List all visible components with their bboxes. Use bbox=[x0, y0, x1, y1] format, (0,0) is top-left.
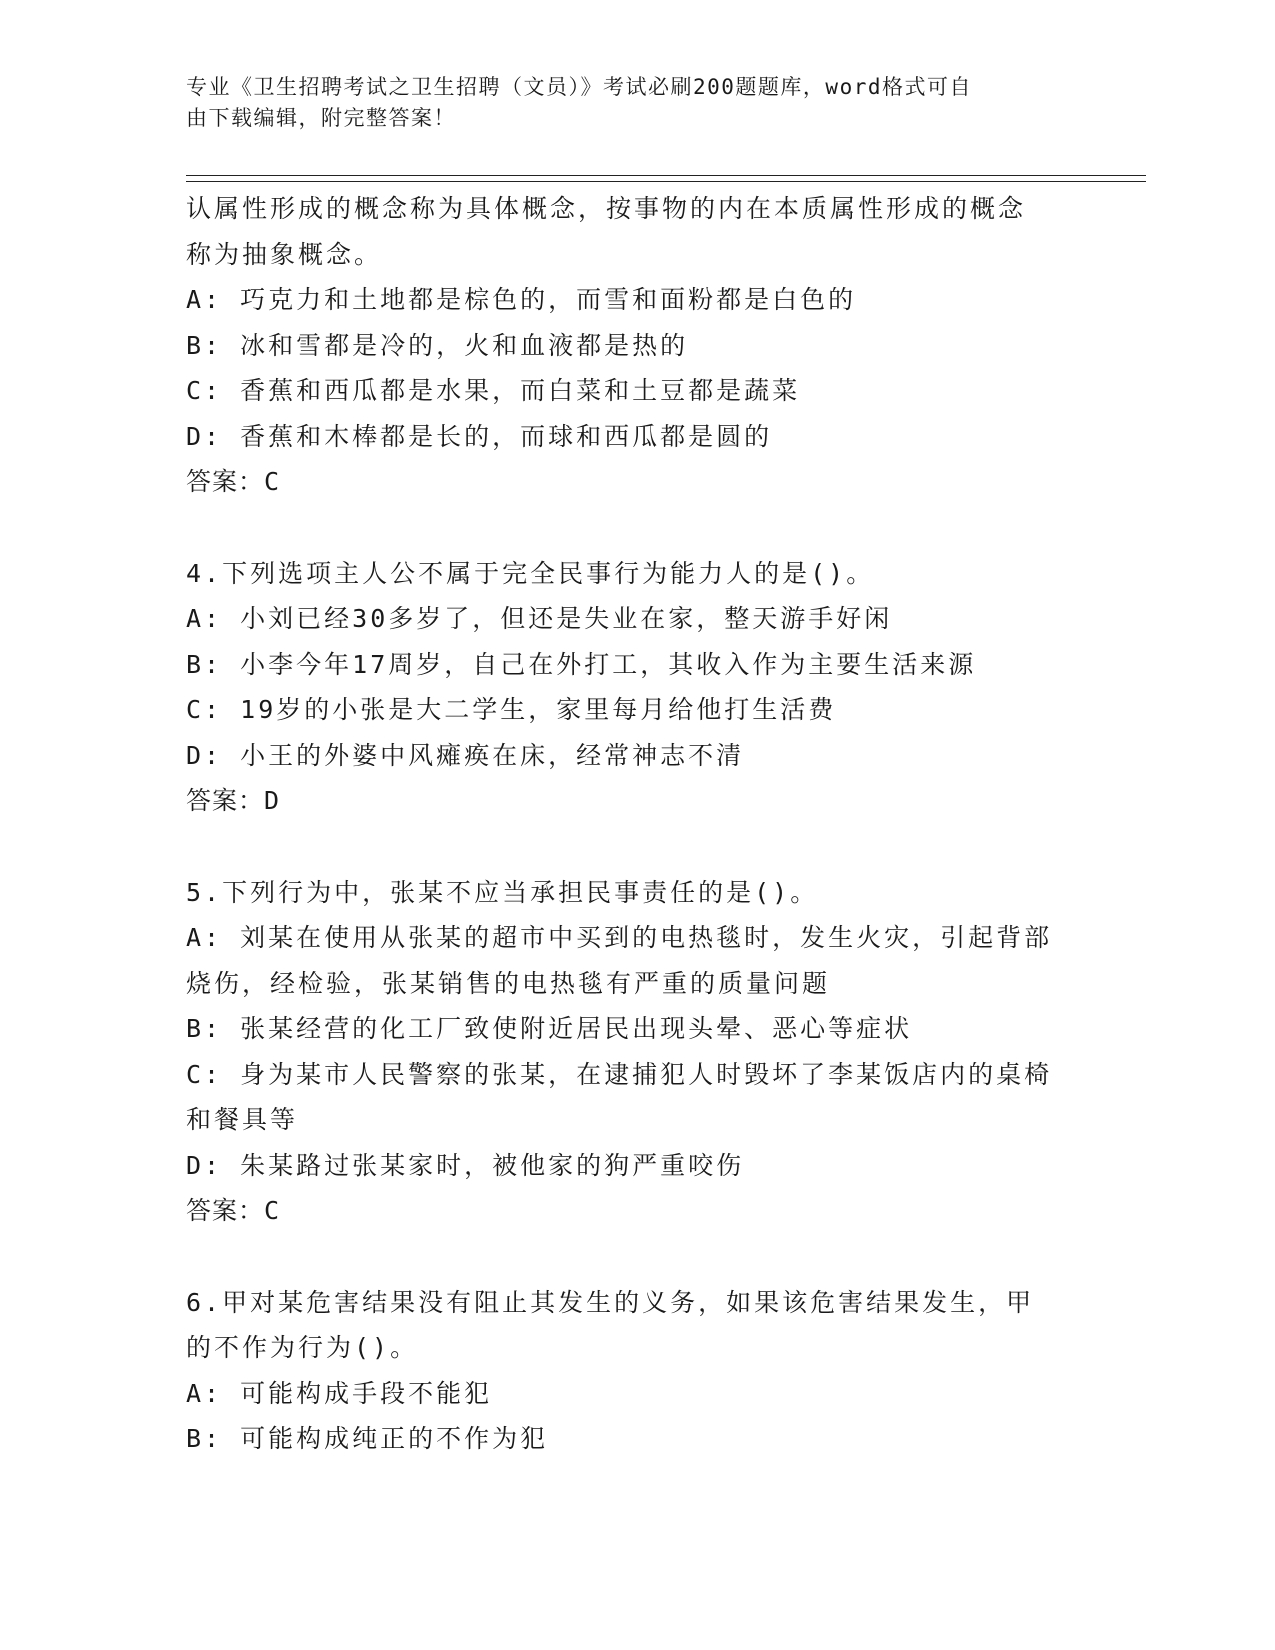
question-spacer bbox=[186, 824, 1066, 870]
option-b: B: 张某经营的化工厂致使附近居民出现头晕、恶心等症状 bbox=[186, 1014, 913, 1043]
answer-label: 答案： bbox=[186, 467, 265, 496]
answer-label: 答案： bbox=[186, 786, 265, 815]
answer-line bbox=[186, 1188, 1066, 1234]
question-5-block bbox=[186, 870, 1066, 1234]
question-spacer bbox=[186, 1234, 1066, 1280]
question-stem: 4.下列选项主人公不属于完全民事行为能力人的是()。 bbox=[186, 558, 875, 588]
option-a-continued: 烧伤，经检验，张某销售的电热毯有严重的质量问题 bbox=[186, 968, 831, 998]
option-b: B: 冰和雪都是冷的，火和血液都是热的 bbox=[186, 330, 689, 360]
question-text-line: 认属性形成的概念称为具体概念，按事物的内在本质属性形成的概念 bbox=[186, 194, 1027, 223]
question-stem: 5.下列行为中，张某不应当承担民事责任的是()。 bbox=[186, 877, 819, 907]
option-b: B: 可能构成纯正的不作为犯 bbox=[186, 1424, 549, 1453]
question-3-block bbox=[186, 186, 1066, 505]
document-header bbox=[186, 72, 1066, 134]
answer-value: D bbox=[264, 786, 281, 815]
answer-line bbox=[186, 778, 1066, 824]
option-d: D: 香蕉和木棒都是长的，而球和西瓜都是圆的 bbox=[186, 421, 773, 451]
question-4-block bbox=[186, 551, 1066, 824]
answer-label: 答案： bbox=[186, 1196, 265, 1225]
document-body bbox=[186, 186, 1066, 1462]
header-title-line-2: 由下载编辑，附完整答案！ bbox=[186, 106, 456, 130]
option-b: B: 小李今年17周岁，自己在外打工，其收入作为主要生活来源 bbox=[186, 649, 977, 679]
option-a: A: 巧克力和土地都是棕色的，而雪和面粉都是白色的 bbox=[186, 285, 857, 314]
option-d: D: 朱某路过张某家时，被他家的狗严重咬伤 bbox=[186, 1150, 745, 1180]
option-a: A: 小刘已经30多岁了，但还是失业在家，整天游手好闲 bbox=[186, 604, 893, 633]
option-c-continued: 和餐具等 bbox=[186, 1105, 299, 1134]
header-divider-top bbox=[186, 175, 1146, 176]
option-d: D: 小王的外婆中风瘫痪在床，经常神志不清 bbox=[186, 740, 745, 770]
option-a: A: 可能构成手段不能犯 bbox=[186, 1378, 493, 1408]
question-stem-continued: 的不作为行为()。 bbox=[186, 1333, 419, 1362]
question-stem: 6.甲对某危害结果没有阻止其发生的义务，如果该危害结果发生，甲 bbox=[186, 1287, 1035, 1317]
answer-line bbox=[186, 459, 1066, 505]
option-c: C: 香蕉和西瓜都是水果，而白菜和土豆都是蔬菜 bbox=[186, 376, 801, 405]
option-c: C: 19岁的小张是大二学生，家里每月给他打生活费 bbox=[186, 695, 837, 724]
option-c: C: 身为某市人民警察的张某，在逮捕犯人时毁坏了李某饭店内的桌椅 bbox=[186, 1059, 1053, 1089]
question-text-line: 称为抽象概念。 bbox=[186, 239, 383, 269]
question-spacer bbox=[186, 505, 1066, 551]
header-title-line-1: 专业《卫生招聘考试之卫生招聘（文员）》考试必刷200题题库，word格式可自 bbox=[186, 75, 972, 99]
question-6-block bbox=[186, 1280, 1066, 1462]
answer-value: C bbox=[264, 1196, 281, 1225]
header-divider-bottom bbox=[186, 181, 1146, 182]
answer-value: C bbox=[264, 467, 281, 496]
option-a: A: 刘某在使用从张某的超市中买到的电热毯时，发生火灾，引起背部 bbox=[186, 923, 1053, 952]
